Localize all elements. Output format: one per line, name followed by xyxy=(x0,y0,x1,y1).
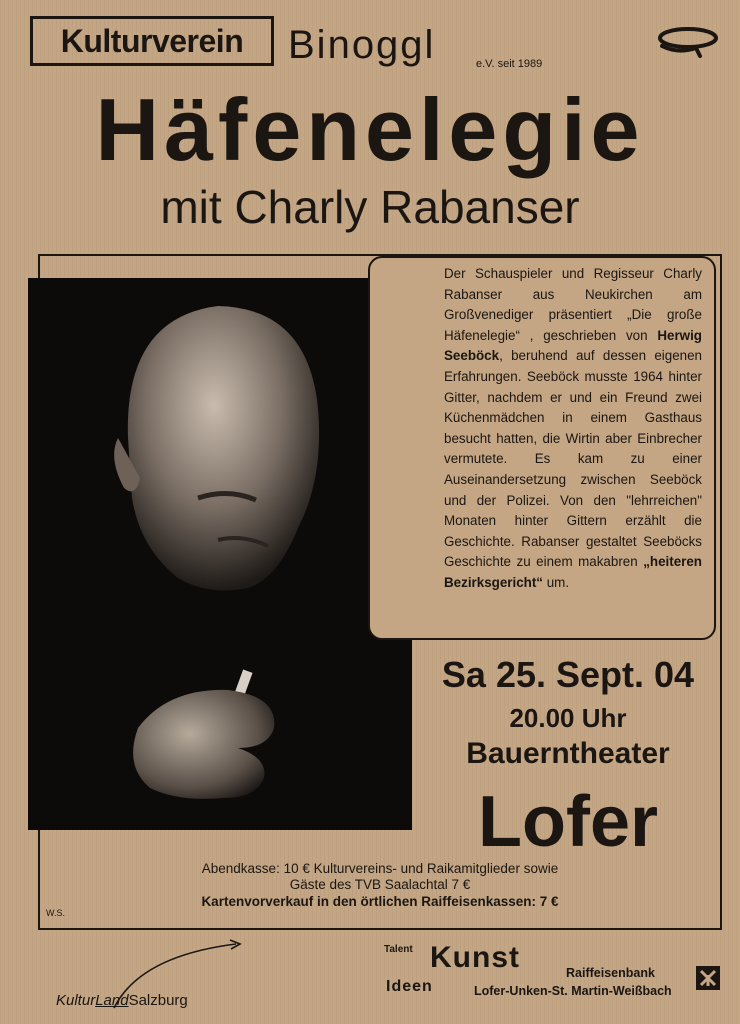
bank-branch: Lofer-Unken-St. Martin-Weißbach xyxy=(474,984,672,998)
ideen-label: Ideen xyxy=(386,978,433,995)
performer-photo xyxy=(28,278,412,830)
presale-info: Kartenvorverkauf in den örtlichen Raiffeisenkassen: 7 € xyxy=(201,894,559,909)
artist-initials: W.S. xyxy=(46,908,66,918)
org-logo-icon xyxy=(656,24,720,60)
org-name-box: Kulturverein xyxy=(30,16,274,66)
event-venue: Bauerntheater xyxy=(466,737,670,770)
event-date: Sa 25. Sept. 04 xyxy=(441,654,695,695)
event-city: Lofer xyxy=(478,782,658,862)
price-line-1: Abendkasse: 10 € Kulturvereins- und Raikamitglieder sowie xyxy=(201,861,559,876)
raiffeisen-gable-icon xyxy=(696,966,720,990)
poster-title: Häfenelegie xyxy=(95,80,645,179)
description-part-3: um. xyxy=(546,574,570,590)
poster-subtitle: mit Charly Rabanser xyxy=(160,181,580,233)
description-text xyxy=(444,264,702,594)
kulturland-kultur: Kultur xyxy=(56,992,96,1009)
description-bold-author: Herwig Seeböck xyxy=(444,327,702,364)
org-since: e.V. seit 1989 xyxy=(476,58,543,70)
kulturland-land: Land xyxy=(95,992,129,1009)
org-town: Binoggl xyxy=(288,23,436,67)
kunst-label: Kunst xyxy=(430,941,520,974)
description-part-1: Der Schauspieler und Regisseur Charly Rabanser aus Neukirchen am Großvenediger präsentiert „Die große Häfenelegie“ , geschrieben von xyxy=(444,266,702,343)
kulturland-salzburg: Salzburg xyxy=(128,992,188,1009)
kulturland-logo xyxy=(56,992,188,1009)
price-line-2: Gäste des TVB Saalachtal 7 € xyxy=(289,877,471,892)
description-part-2: , beruhend auf dessen eigenen Erfahrungen. Seeböck musste 1964 hinter Gitter, nachdem er und ein Freund zwei Küchenmädchen in einem Gasthaus besucht hatten, die Wirtin aber Einbrecher vermutete. Es kam zu einer Auseinandersetzung zwischen Seeböck und der Polizei. Von den "lehrreichen" Monaten hinter Gittern erzählt die Geschichte. Rabanser gestaltet Seeböcks Geschichte zu einem makabren xyxy=(444,348,702,570)
event-time: 20.00 Uhr xyxy=(509,703,627,733)
description-bold-phrase: „heiteren Bezirksgericht“ xyxy=(444,554,702,590)
talent-label: Talent xyxy=(384,944,413,955)
performer-portrait-icon xyxy=(28,278,412,830)
bank-name: Raiffeisenbank xyxy=(566,966,655,980)
